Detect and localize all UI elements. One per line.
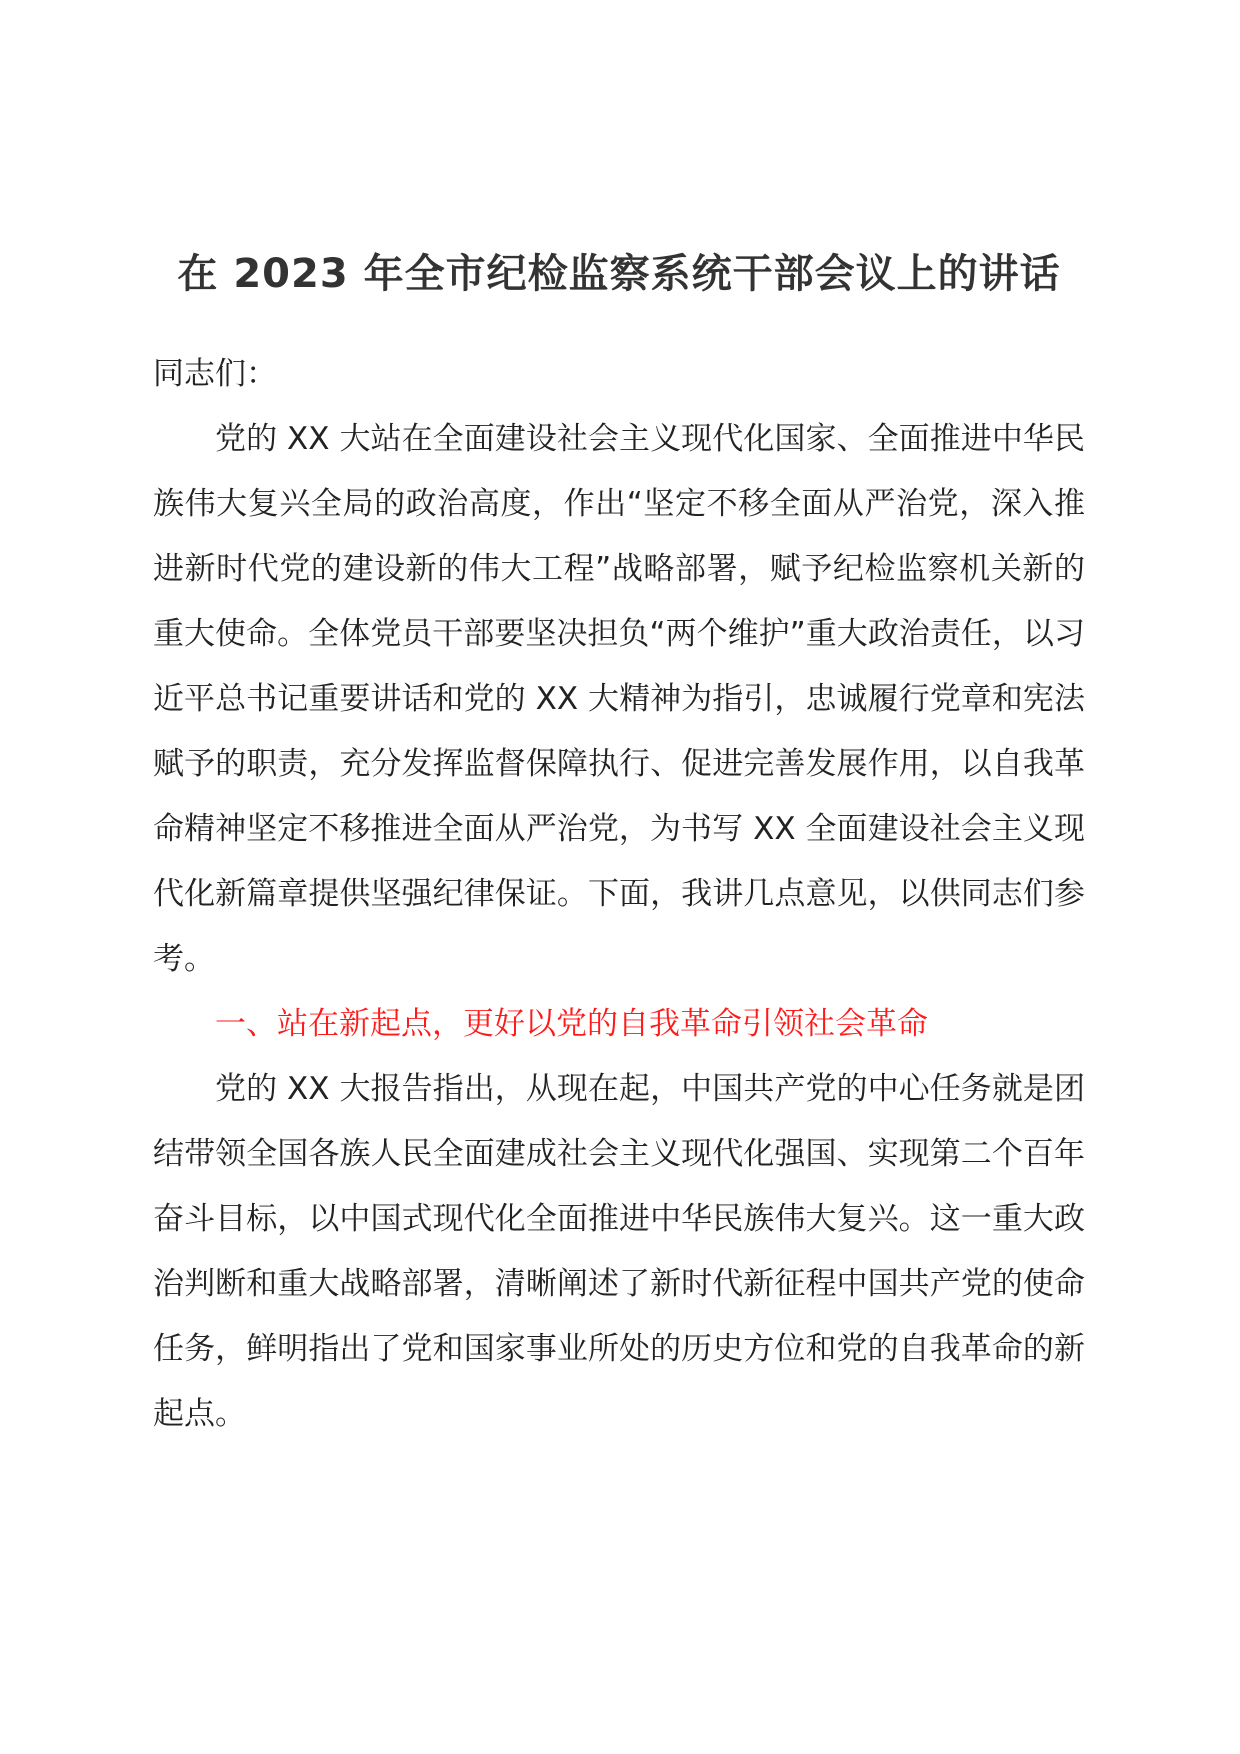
section-heading: 一、站在新起点，更好以党的自我革命引领社会革命 [215, 1006, 928, 1042]
document-title: 在 2023 年全市纪检监察系统干部会议上的讲话 [177, 251, 1061, 297]
salutation: 同志们： [153, 356, 277, 392]
document-body [153, 240, 1085, 1447]
intro-paragraph: 党的 XX 大站在全面建设社会主义现代化国家、全面推进中华民族伟大复兴全局的政治高度，作出“坚定不移全面从严治党，深入推进新时代党的建设新的伟大工程”战略部署，赋予纪检监察机关新的重大使命。全体党员干部要坚决担负“两个维护”重大政治责任，以习近平总书记重要讲话和党的 XX 大精神为指引，忠诚履行党章和宪法赋予的职责，充分发挥监督保障执行、促进完善发展作用，以自我革命精神坚定不移推进全面从严治党，为书写 XX 全面建设社会主义现代化新篇章提供坚强纪律保证。下面，我讲几点意见，以供同志们参考。 [153, 421, 1085, 977]
section-paragraph: 党的 XX 大报告指出，从现在起，中国共产党的中心任务就是团结带领全国各族人民全面建成社会主义现代化强国、实现第二个百年奋斗目标，以中国式现代化全面推进中华民族伟大复兴。这一重大政治判断和重大战略部署，清晰阐述了新时代新征程中国共产党的使命任务，鲜明指出了党和国家事业所处的历史方位和党的自我革命的新起点。 [153, 1071, 1085, 1432]
